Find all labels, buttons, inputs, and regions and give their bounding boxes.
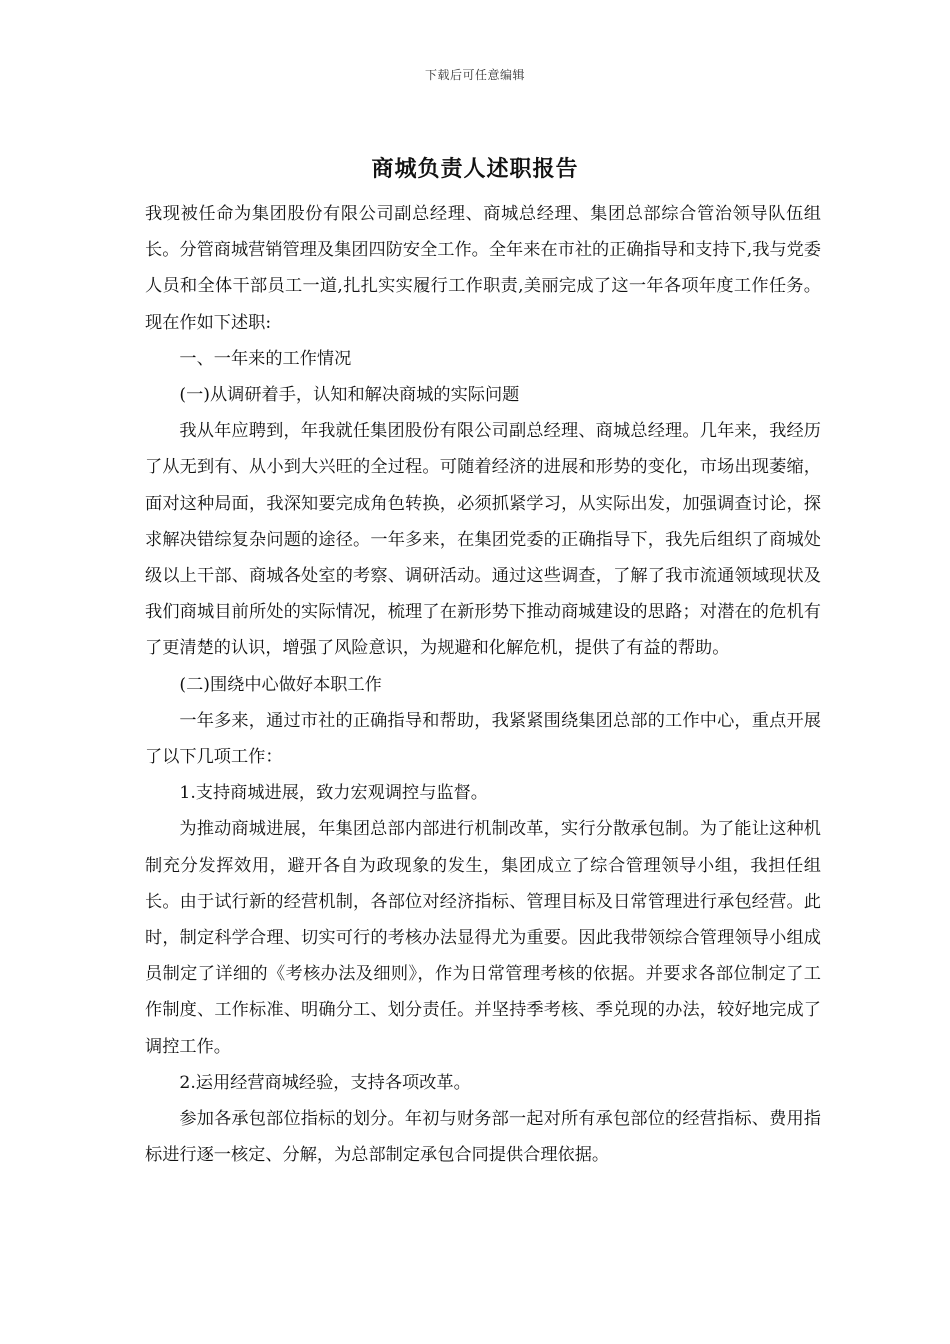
header-note: 下载后可任意编辑	[424, 68, 525, 82]
paragraph-reform: 为推动商城进展，年集团总部内部进行机制改革，实行分散承包制。为了能让这种机制充分发挥效用，避开各自为政现象的发生，集团成立了综合管理领导小组，我担任组长。由于试行新的经营机制，各部位对经济指标、管理目标及日常管理进行承包经营。此时，制定科学合理、切实可行的考核办法显得尤为重要。因此我带领综合管理领导小组成员制定了详细的《考核办法及细则》，作为日常管理考核的依据。并要求各部位制定了工作制度、工作标准、明确分工、划分责任。并坚持季考核、季兑现的办法，较好地完成了调控工作。	[145, 819, 821, 1057]
paragraph-research: 我从年应聘到，年我就任集团股份有限公司副总经理、商城总经理。几年来，我经历了从无到有、从小到大兴旺的全过程。可随着经济的进展和形势的变化，市场出现萎缩，面对这种局面，我深知要完成角色转换，必须抓紧学习，从实际出发，加强调查讨论，探求解决错综复杂问题的途径。一年多来，在集团党委的正确指导下，我先后组织了商城处级以上干部、商城各处室的考察、调研活动。通过这些调查，了解了我市流通领域现状及我们商城目前所处的实际情况，梳理了在新形势下推动商城建设的思路；对潜在的危机有了更清楚的认识，增强了风险意识，为规避和化解危机，提供了有益的帮助。	[145, 421, 821, 659]
document-body	[145, 196, 821, 1173]
paragraph-focus: 一年多来，通过市社的正确指导和帮助，我紧紧围绕集团总部的工作中心，重点开展了以下几项工作：	[145, 710, 821, 768]
subsection-heading-2: (二)围绕中心做好本职工作	[179, 674, 382, 695]
subsection-heading-1: (一)从调研着手，认知和解决商城的实际问题	[179, 385, 520, 406]
item-heading-2: 2.运用经营商城经验，支持各项改革。	[179, 1072, 471, 1093]
paragraph-intro: 我现被任命为集团股份有限公司副总经理、商城总经理、集团总部综合管治领导队伍组长。分管商城营销管理及集团四防安全工作。全年来在市社的正确指导和支持下,我与党委人员和全体干部员工一道,扎扎实实履行工作职责,美丽完成了这一年各项年度工作任务。现在作如下述职:	[145, 204, 821, 333]
paragraph-indicators: 参加各承包部位指标的划分。年初与财务部一起对所有承包部位的经营指标、费用指标进行逐一核定、分解，为总部制定承包合同提供合理依据。	[145, 1109, 821, 1166]
section-heading-1: 一、一年来的工作情况	[179, 348, 352, 369]
item-heading-1: 1.支持商城进展，致力宏观调控与监督。	[179, 783, 488, 804]
document-title: 商城负责人述职报告	[371, 156, 579, 182]
